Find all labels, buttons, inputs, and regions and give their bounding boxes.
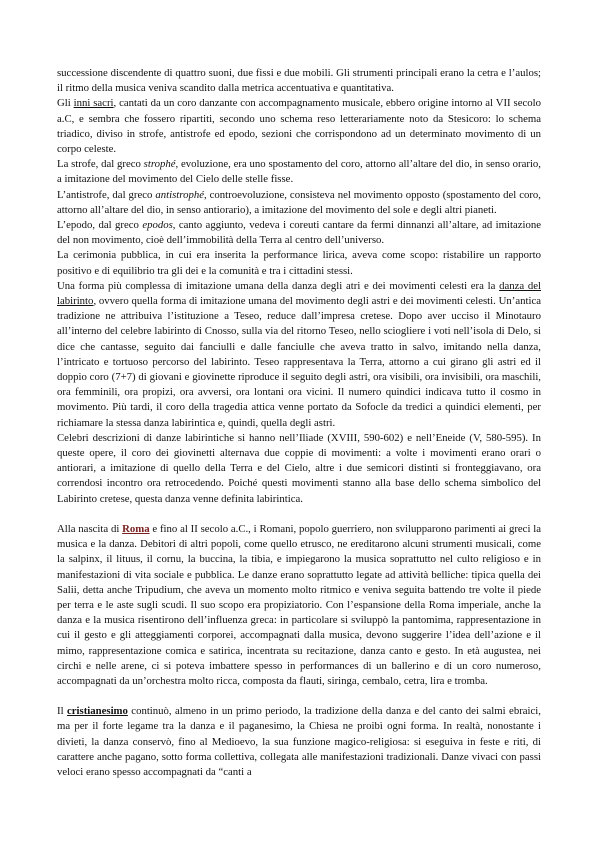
text-run: successione discendente di quattro suoni, due fissi e due mobili. Gli strumenti principali erano la cetra e l’aulos; il ritmo della musica veniva scandito dalla metrica accentuativa e quantitativa. [57,67,541,95]
document-page [57,66,541,780]
paragraph [57,522,541,689]
emphasized-text: Roma [122,522,150,535]
emphasized-text: danza del labirinto [57,279,541,308]
text-run: Gli [57,97,74,110]
text-run: e fino al II secolo a.C., i Romani, popolo guerriero, non svilupparono parimenti ai greci la musica e la danza. Debitori di altri popoli, come quello etrusco, ne ereditarono alcuni strumenti musicali, come la salpinx, il lituus, il cornu, la buccina, la tibia, e impiegarono la musica soprattutto nel culto religioso e in manifestazioni di vita sociale e pubblica. Le danze erano soprattutto legate ad attività belliche: tipica quella dei Salii, detta anche Tripudium, che aveva un momento molto ritmico e veniva seguita battendo tre volte il piede per terra e le aste sugli scudi. Il suo scopo era propiziatorio. Con l’espansione della Roma imperiale, anche la danza e la musica risentirono dell’influenza greca: in particolare si sviluppò la pantomima, rappresentazione in cui il gesto e gli atteggiamenti corporei, accompagnati dalla musica, devono suggerire l’idea dell’azione e il mimo, rappresentazione comica e satirica, incentrata su recitazione, danza canto e gesto. In età augustea, nei circhi e nelle arene, ci si poteva imbattere spesso in performances di un ballerino e di un coro numeroso, accompagnati da un’orchestra molto ricca, composta da flauti, siringa, cembalo, cetra, lira e tromba. [57,522,541,687]
paragraph [57,188,541,218]
emphasized-text: strophé [143,158,176,171]
paragraph [57,431,541,507]
text-run: La cerimonia pubblica, in cui era inserita la performance lirica, aveva come scopo: ristabilire un rapporto positivo e di equilibrio tra gli dei e la comunità e tra i cittadini stessi. [57,249,541,277]
text-run: Il [57,705,67,718]
text-run: , canto aggiunto, vedeva i coreuti cantare da fermi dinnanzi all’altare, ad imitazione del non movimento, cioè dell’immobilità della Terra al centro dell’universo. [57,219,541,247]
paragraph [57,279,541,431]
paragraph [57,704,541,780]
text-run: Alla nascita di [57,522,123,535]
text-run: , evoluzione, era uno spostamento del coro, attorno all’altare del dio, in senso orario, a imitazione del movimento del Cielo delle stelle fisse. [57,158,541,186]
paragraph [57,157,541,187]
paragraph [57,66,541,96]
text-run: , cantati da un coro danzante con accompagnamento musicale, ebbero origine intorno al VII secolo a.C, e sembra che fossero ripartiti, secondo uno schema reso letterariamente noto da Stesicoro: lo schema triadico, diviso in strofe, antistrofe ed epodo, sezioni che corrispondono ad un determinato movimento di un corpo celeste. [57,97,541,156]
paragraph [57,218,541,248]
text-run: , controevoluzione, consisteva nel movimento opposto (spostamento del coro, attorno all’altare del dio, in senso antiorario), a imitazione del movimento del sole e degli altri pianeti. [57,188,541,216]
text-run: L’epodo, dal greco [57,219,143,232]
text-run: , ovvero quella forma di imitazione umana del movimento degli astri e dei movimenti celesti. Un’antica tradizione ne attribuiva l’istituzione a Teseo, reduce dall’impresa cretese. Dopo aver ucciso il Minotauro all’interno del celebre labirinto di Cnosso, sulla via del ritorno Teseo, nello sciogliere i voti nell’isola di Delo, si dice che cantasse, seguito dai fanciulli e dalle fanciulle che aveva tratto in salvo, imitando nella danza, l’intricato e tortuoso percorso del labirinto. Teseo rappresentava la Terra, attorno a cui girano gli astri ed il doppio coro (7+7) di giovani e giovinette riproduce il seguito degli astri, ora visibili, ora invisibili, ora maschili, ora femminili, ora propizi, ora avversi, ora lontani ora vicini. Il numero quindici indicava tutto il cosmo in movimento. Più tardi, il coro della tragedia attica venne portato da Sofocle da tredici a quindici elementi, per richiamare la stessa danza labirintica e, quindi, quella degli astri. [57,295,541,429]
paragraph [57,248,541,278]
emphasized-text: inni sacri [73,97,114,110]
text-run: La strofe, dal greco [57,158,144,171]
text-run: L’antistrofe, dal greco [57,188,156,201]
text-run: Celebri descrizioni di danze labirintiche si hanno nell’Iliade (XVIII, 590-602) e nell’Eneide (V, 580-595). In queste opere, il coro dei giovinetti alternava due coppie di movimenti: a volte i movimenti erano orari o antiorari, a imitazione di quello della Terra e del Cielo, altre i due semicori distinti si fronteggiavano, ora correndosi incontro ora retrocedendo. Poiché questi movimenti stanno alla base dello schema simbolico del Labirinto cretese, questa danza venne definita labirintica. [57,431,541,505]
text-run: Una forma più complessa di imitazione umana della danza degli atri e dei movimenti celesti era la [57,279,500,292]
emphasized-text: antistrophé [155,188,204,201]
paragraph [57,96,541,157]
emphasized-text: cristianesimo [66,705,128,718]
emphasized-text: epodos [142,219,173,232]
text-run: continuò, almeno in un primo periodo, la tradizione della danza e del canto dei salmi ebraici, ma per il forte legame tra la danza e il paganesimo, la Chiesa ne proibì ogni forma. In realtà, nonostante i divieti, la danza conservò, fino al Medioevo, la sua funzione magico-religiosa: si eseguiva in feste e riti, di carattere anche pagano, sotto forma collettiva, collegata alle manifestazioni tradizionali. Danze vivaci con passi veloci erano spesso accompagnati da “canti a [57,705,541,778]
